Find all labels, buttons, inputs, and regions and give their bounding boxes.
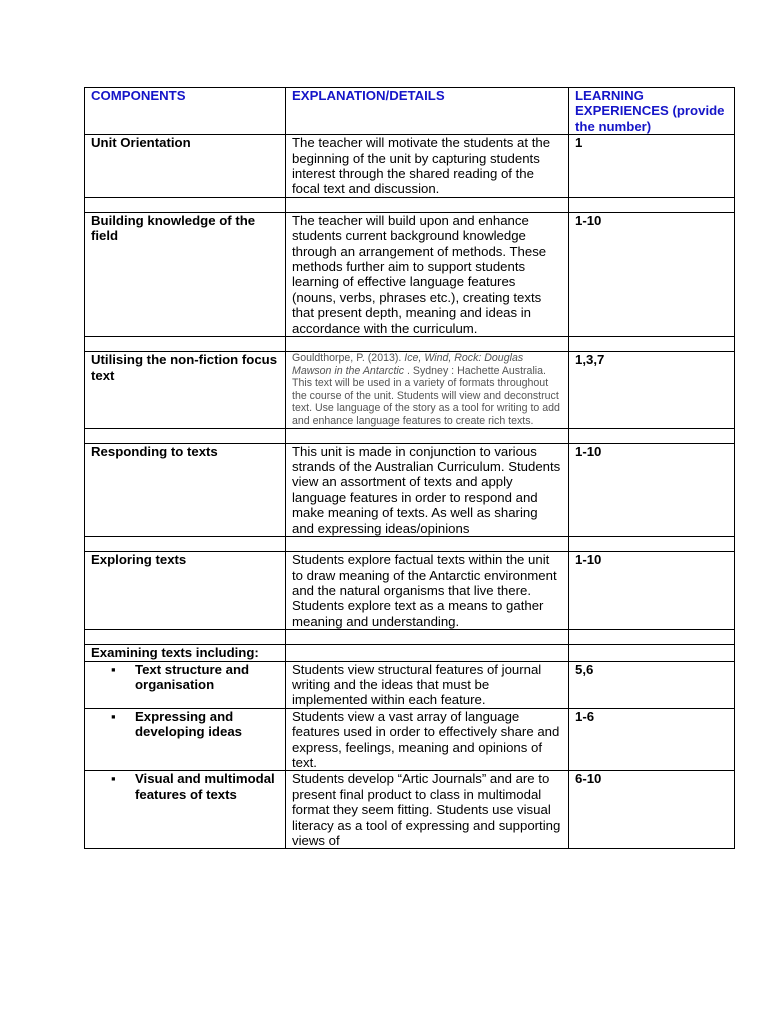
component-cell [85, 771, 286, 849]
explanation-cell: The teacher will motivate the students at the beginning of the unit by capturing students interest through the shared reading of the focal text and discussion. [286, 135, 569, 198]
spacer-row [85, 537, 735, 552]
bullet-icon: ▪ [111, 708, 116, 724]
empty-cell [286, 645, 569, 661]
table-row [85, 135, 735, 198]
spacer-row [85, 428, 735, 443]
learning-number-cell: 1-10 [569, 552, 735, 630]
learning-number-cell: 5,6 [569, 661, 735, 708]
explanation-cell: Students develop “Artic Journals” and are to present final product to class in multimodal format they seem fitting. Students use visual literacy as a tool of expressing and supporting views of [286, 771, 569, 849]
learning-number-cell: 1-6 [569, 708, 735, 771]
table-row [85, 661, 735, 708]
header-components: COMPONENTS [85, 88, 286, 135]
header-explanation: EXPLANATION/DETAILS [286, 88, 569, 135]
component-label: Visual and multimodal features of texts [135, 771, 275, 802]
bullet-icon: ▪ [111, 771, 116, 787]
explanation-cell: The teacher will build upon and enhance students current background knowledge through an arrangement of methods. These methods further aim to support students learning of effective language features (nouns, verbs, phrases etc.), creating texts that present depth, meaning and ideas in accordance with the curriculum. [286, 212, 569, 336]
header-row [85, 88, 735, 135]
component-cell: Unit Orientation [85, 135, 286, 198]
table-row [85, 352, 735, 429]
header-learning-experiences: LEARNING EXPERIENCES (provide the number) [569, 88, 735, 135]
table-row [85, 552, 735, 630]
component-cell: Building knowledge of the field [85, 212, 286, 336]
table-row [85, 708, 735, 771]
component-cell: Utilising the non-fiction focus text [85, 352, 286, 429]
learning-number-cell: 1-10 [569, 212, 735, 336]
explanation-cell: Students explore factual texts within the unit to draw meaning of the Antarctic environment and the natural organisms that live there. Students explore text as a means to gather meaning and understanding. [286, 552, 569, 630]
component-cell: Exploring texts [85, 552, 286, 630]
unit-overview-table [84, 87, 735, 849]
component-cell [85, 661, 286, 708]
learning-number-cell: 1,3,7 [569, 352, 735, 429]
spacer-row [85, 630, 735, 645]
component-cell [85, 708, 286, 771]
table-row [85, 443, 735, 536]
table-row [85, 212, 735, 336]
explanation-cell: Students view a vast array of language features used in order to effectively share and express, feelings, meaning and opinions of text. [286, 708, 569, 771]
citation-author: Gouldthorpe, P. (2013). [292, 352, 405, 365]
explanation-cell: This unit is made in conjunction to various strands of the Australian Curriculum. Students view an assortment of texts and apply language features in order to respond and make meaning of texts. As well as sharing and expressing ideas/opinions [286, 443, 569, 536]
component-label: Text structure and organisation [135, 661, 250, 692]
component-label: Expressing and developing ideas [135, 708, 242, 740]
explanation-cell [286, 352, 569, 429]
focus-text-description: This text will be used in a variety of formats throughout the course of the unit. Students will view and deconstruct text. Use language of the story as a tool for writing to add and enhance language features to create rich texts. [292, 377, 560, 428]
bullet-icon: ▪ [111, 661, 116, 677]
citation-title: Ice, Wind, Rock: Douglas Mawson in the Antarctic [292, 352, 524, 377]
learning-number-cell: 1-10 [569, 443, 735, 536]
spacer-row [85, 337, 735, 352]
learning-number-cell: 1 [569, 135, 735, 198]
examining-heading: Examining texts including: [85, 645, 286, 661]
explanation-cell: Students view structural features of journal writing and the ideas that must be implemented within each feature. [286, 661, 569, 708]
learning-number-cell: 6-10 [569, 771, 735, 849]
citation-publisher: . Sydney : Hachette Australia. [404, 364, 546, 377]
component-cell: Responding to texts [85, 443, 286, 536]
table-row [85, 771, 735, 849]
empty-cell [569, 645, 735, 661]
spacer-row [85, 197, 735, 212]
examining-heading-row [85, 645, 735, 661]
